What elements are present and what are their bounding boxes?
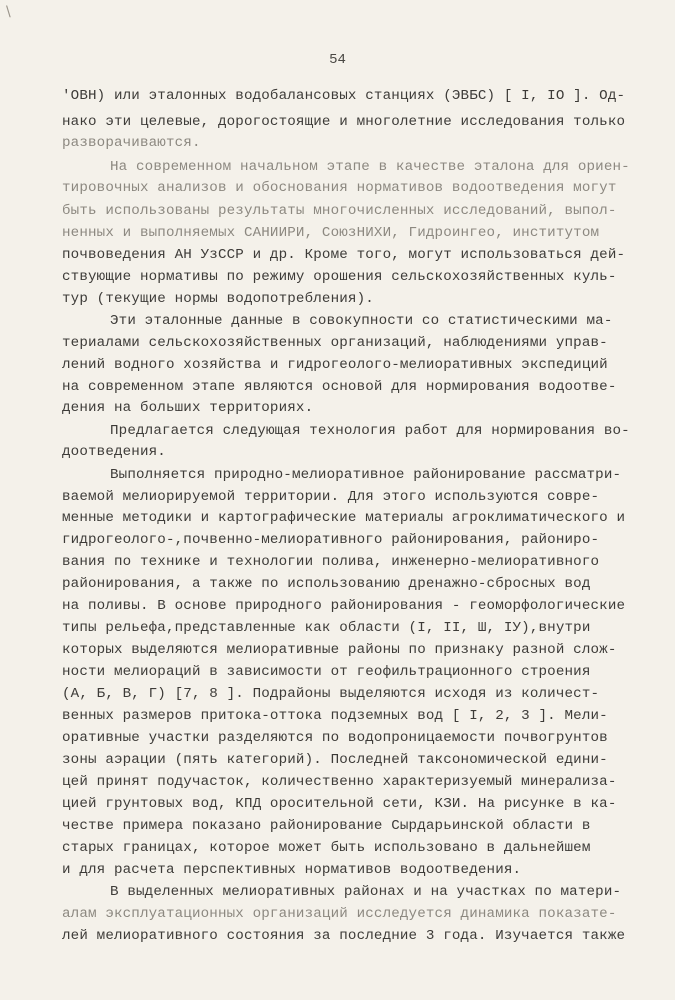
text-line: Предлагается следующая технология работ для нормирования во- — [110, 423, 630, 439]
text-line: почвоведения АН УзССР и др. Кроме того, могут использоваться дей- — [62, 247, 626, 263]
text-line: старых границах, которое может быть использовано в дальнейшем — [62, 840, 591, 856]
text-line: гидрогеолого-,почвенно-мелиоративного районирования, райониро- — [62, 532, 600, 548]
text-line: доотведения. — [62, 444, 166, 460]
text-line: цией грунтовых вод, КПД оросительной сети, КЗИ. На рисунке в ка- — [62, 796, 617, 812]
text-line: В выделенных мелиоративных районах и на участках по матери- — [110, 884, 622, 900]
text-line: разворачиваются. — [62, 135, 201, 151]
text-line: вания по технике и технологии полива, инженерно-мелиоративного — [62, 554, 600, 570]
text-line: алам эксплуатационных организаций исследуется динамика показате- — [62, 906, 617, 922]
text-line: районирования, а также по использованию дренажно-сбросных вод — [62, 576, 591, 592]
text-line: тур (текущие нормы водопотребления). — [62, 291, 374, 307]
text-line: лений водного хозяйства и гидрогеолого-мелиоративных экспедиций — [62, 357, 608, 373]
text-line: типы рельефа,представленные как области (I, II, Ш, IУ),внутри — [62, 620, 591, 636]
text-line: На современном начальном этапе в качестве эталона для ориен- — [110, 159, 630, 175]
text-line: Выполняется природно-мелиоративное районирование рассматри- — [110, 467, 622, 483]
text-line: быть использованы результаты многочисленных исследований, выпол- — [62, 203, 617, 219]
text-line: честве примера показано районирование Сырдарьинской области в — [62, 818, 591, 834]
text-line: ствующие нормативы по режиму орошения сельскохозяйственных куль- — [62, 269, 617, 285]
text-line: Эти эталонные данные в совокупности со статистическими ма- — [110, 313, 613, 329]
text-line: нако эти целевые, дорогостоящие и многолетние исследования только — [62, 114, 626, 130]
text-line: на поливы. В основе природного районирования - геоморфологические — [62, 598, 626, 614]
text-line: венных размеров притока-оттока подземных вод [ I, 2, 3 ]. Мели- — [62, 708, 608, 724]
text-line: зоны аэрации (пять категорий). Последней таксономической едини- — [62, 752, 608, 768]
text-line: цей принят подучасток, количественно характеризуемый минерализа- — [62, 774, 617, 790]
text-line: дения на больших территориях. — [62, 400, 314, 416]
text-line: тировочных анализов и обоснования нормативов водоотведения могут — [62, 180, 617, 196]
text-line: которых выделяются мелиоративные районы по признаку разной слож- — [62, 642, 617, 658]
text-line: териалами сельскохозяйственных организаций, наблюдениями управ- — [62, 335, 608, 351]
text-line: на современном этапе являются основой для нормирования водоотве- — [62, 379, 617, 395]
text-line: и для расчета перспективных нормативов водоотведения. — [62, 862, 522, 878]
text-line: (А, Б, В, Г) [7, 8 ]. Подрайоны выделяются исходя из количест- — [62, 686, 600, 702]
text-line: менные методики и картографические материалы агроклиматического и — [62, 510, 626, 526]
corner-mark: \ — [6, 4, 11, 20]
text-line: ваемой мелиорируемой территории. Для этого используются совре- — [62, 489, 600, 505]
page-number: 54 — [329, 52, 346, 68]
text-line: 'ОВН) или эталонных водобалансовых станциях (ЭВБС) [ I, IO ]. Од- — [62, 88, 626, 104]
text-line: ности мелиораций в зависимости от геофильтрационного строения — [62, 664, 591, 680]
text-line: ненных и выполняемых САНИИРИ, СоюзНИХИ, Гидроингео, институтом — [62, 225, 600, 241]
text-line: оративные участки разделяются по водопроницаемости почвогрунтов — [62, 730, 608, 746]
text-line: лей мелиоративного состояния за последние 3 года. Изучается также — [62, 928, 626, 944]
